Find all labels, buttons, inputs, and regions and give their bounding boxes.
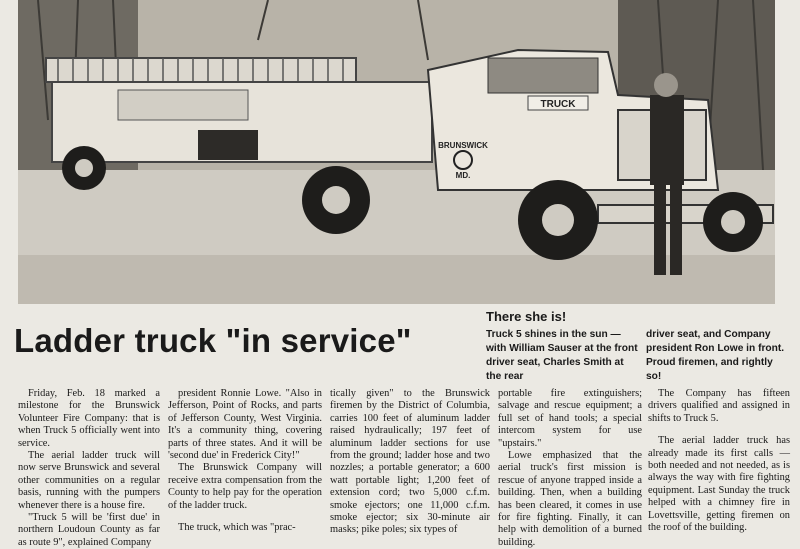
article-column-4 xyxy=(498,388,642,549)
article-column-5 xyxy=(648,388,790,534)
fire-truck-illustration xyxy=(18,0,775,304)
truck-door-text-top: BRUNSWICK xyxy=(438,141,488,150)
paragraph: Friday, Feb. 18 marked a milestone for the Brunswick Volunteer Fire Company: that is when Truck 5 officially went into service. xyxy=(18,388,160,449)
paragraph: Lowe emphasized that the aerial truck's first mission is rescue of anyone trapped inside a building. Then, when a building has been cleared, it comes in use for fire fighting. Finally, it can help with demolition of a burned building. xyxy=(498,450,642,548)
paragraph: The aerial ladder truck will now serve Brunswick and several other communities on a regular basis, running with the pumpers whenever there is a house fire. xyxy=(18,450,160,511)
article-column-3 xyxy=(330,388,490,537)
paragraph: president Ronnie Lowe. "Also in Jefferson, Point of Rocks, and parts of Jefferson County, West Virginia. It's a community thing, covering parts of three states. And it will be 'second due' in Frederick City!" xyxy=(168,388,322,462)
paragraph: "Truck 5 will be 'first due' in northern Loudoun County as far as route 9", explained Company xyxy=(18,512,160,548)
paragraph: The Company has fifteen drivers qualified and assigned in shifts to Truck 5. xyxy=(648,388,790,424)
article-column-2 xyxy=(168,388,322,534)
paragraph: tically given" to the Brunswick firemen by the District of Columbia, carries 100 feet of aluminum ladder raised hydraulically; 197 feet of aluminum ladder sections for use from the ground; ladder hose and two nozzles; a portable generator; a 600 watt portable light; 1,200 feet of extension cord; two 5,000 c.f.m. smoke ejectors; one 11,000 c.f.m. smoke ejector; six 30-minute air masks; pike poles; six types of xyxy=(330,388,490,536)
caption-heading: There she is! xyxy=(486,309,567,324)
truck-hood-text: TRUCK xyxy=(540,99,576,110)
paragraph: portable fire extinguishers; salvage and rescue equipment; a full set of hand tools; a special intercom system for use "upstairs." xyxy=(498,388,642,449)
photo-caption-left: Truck 5 shines in the sun — with William Sauser at the front driver seat, Charles Smith at the rear xyxy=(486,329,638,382)
article-column-1 xyxy=(18,388,160,549)
photo-caption-right: driver seat, and Company president Ron Lowe in front. Proud firemen, and rightly so! xyxy=(646,329,785,382)
fire-truck-photo xyxy=(18,0,775,304)
paragraph: The truck, which was "prac- xyxy=(178,522,296,534)
truck-door-text-bottom: MD. xyxy=(455,171,471,180)
paragraph: The Brunswick Company will receive extra compensation from the County to help pay for the operation of the ladder truck. xyxy=(168,462,322,511)
paragraph: The aerial ladder truck has already made its first calls — both needed and not needed, as is always the way with fire fighting equipment. Last Sunday the truck helped with a chimney fire in Lovettsville, getting firemen on the roof of the building. xyxy=(648,435,790,534)
article-headline: Ladder truck "in service" xyxy=(14,322,412,359)
